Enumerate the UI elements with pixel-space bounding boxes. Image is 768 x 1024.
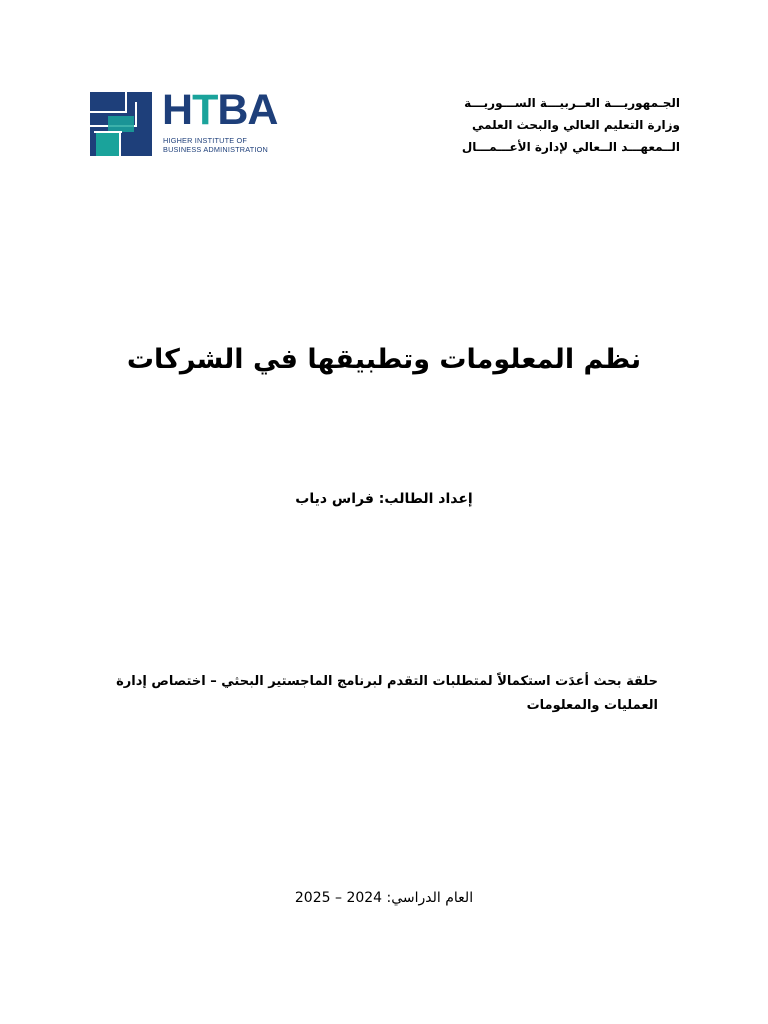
student-name: إعداد الطالب: فراس دياب: [295, 491, 473, 507]
institution-line-republic: الجـمهوريـــة العــربيـــة الســـوريـــة: [464, 96, 680, 110]
logo-subtitle-line1: HIGHER INSTITUTE OF: [163, 136, 248, 145]
hiba-logo: [90, 86, 278, 158]
hiba-wordmark: [162, 86, 277, 134]
document-title: نظم المعلومات وتطبيقها في الشركات: [126, 344, 642, 375]
hiba-logo-mark-icon: [90, 92, 152, 156]
logo-subtitle: [163, 136, 268, 154]
wordmark-h: H: [162, 86, 193, 134]
academic-year: العام الدراسي: 2024 – 2025: [294, 890, 474, 906]
wordmark-t: T: [192, 86, 218, 134]
logo-subtitle-line2: BUSINESS ADMINISTRATION: [163, 145, 269, 154]
research-purpose: حلقة بحث أعدَت استكمالاً لمتطلبات التقدم لبرنامج الماجستير البحثي – اختصاص إدارة العمليات والمعلومات: [116, 674, 658, 713]
institution-header: [420, 92, 680, 158]
institution-line-institute: الــمعهـــد الــعالي لإدارة الأعـــمـــال: [461, 140, 680, 154]
wordmark-ba: BA: [217, 86, 278, 134]
institution-line-ministry: وزارة التعليم العالي والبحث العلمي: [471, 118, 680, 132]
